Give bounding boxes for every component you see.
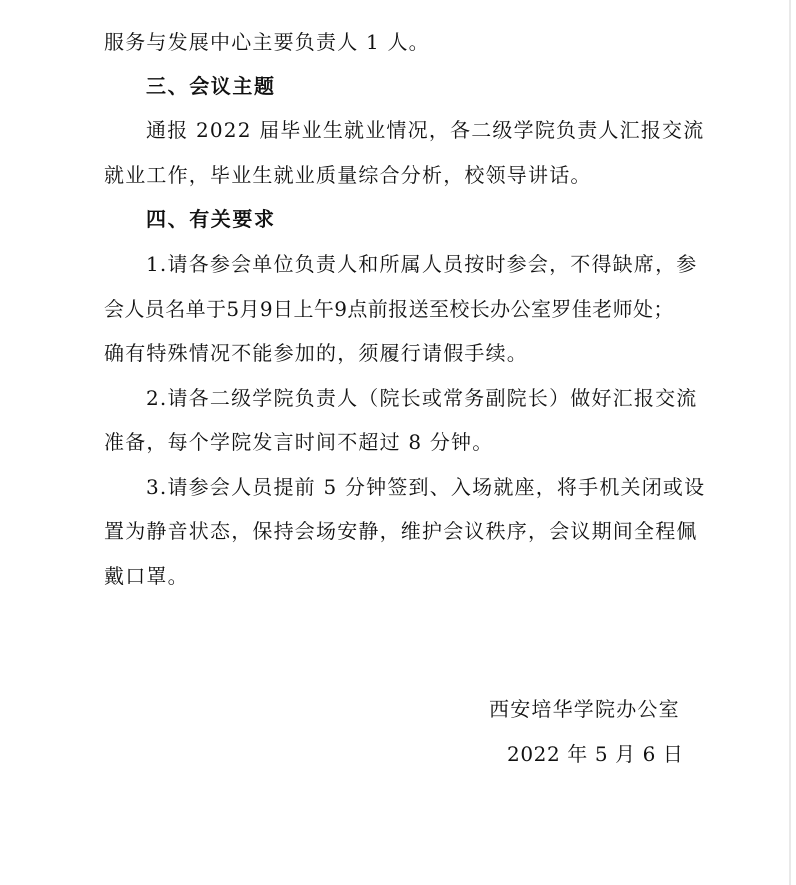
section-heading-meeting-theme: 三、会议主题 (146, 74, 276, 98)
body-line-10: 置为静音状态，保持会场安静，维护会议秩序，会议期间全程佩 (104, 519, 698, 543)
body-line-4: 1.请各参会单位负责人和所属人员按时参会，不得缺席，参 (146, 252, 698, 276)
section-heading-requirements: 四、有关要求 (146, 207, 276, 231)
body-line-3: 就业工作，毕业生就业质量综合分析，校领导讲话。 (104, 163, 592, 187)
body-line-2: 通报 2022 届毕业生就业情况，各二级学院负责人汇报交流 (146, 118, 705, 142)
signature-organization: 西安培华学院办公室 (489, 697, 680, 721)
page-edge-divider (789, 0, 791, 885)
body-line-5: 会人员名单于5月9日上午9点前报送至校长办公室罗佳老师处； (104, 297, 674, 321)
body-line-9: 3.请参会人员提前 5 分钟签到、入场就座，将手机关闭或设 (146, 475, 706, 499)
body-line-8: 准备，每个学院发言时间不超过 8 分钟。 (104, 430, 494, 454)
signature-date: 2022 年 5 月 6 日 (507, 742, 684, 766)
body-line-11: 戴口罩。 (104, 564, 189, 588)
body-line-1: 服务与发展中心主要负责人 1 人。 (104, 30, 430, 54)
body-line-6: 确有特殊情况不能参加的，须履行请假手续。 (104, 341, 528, 365)
body-line-7: 2.请各二级学院负责人（院长或常务副院长）做好汇报交流 (146, 386, 698, 410)
